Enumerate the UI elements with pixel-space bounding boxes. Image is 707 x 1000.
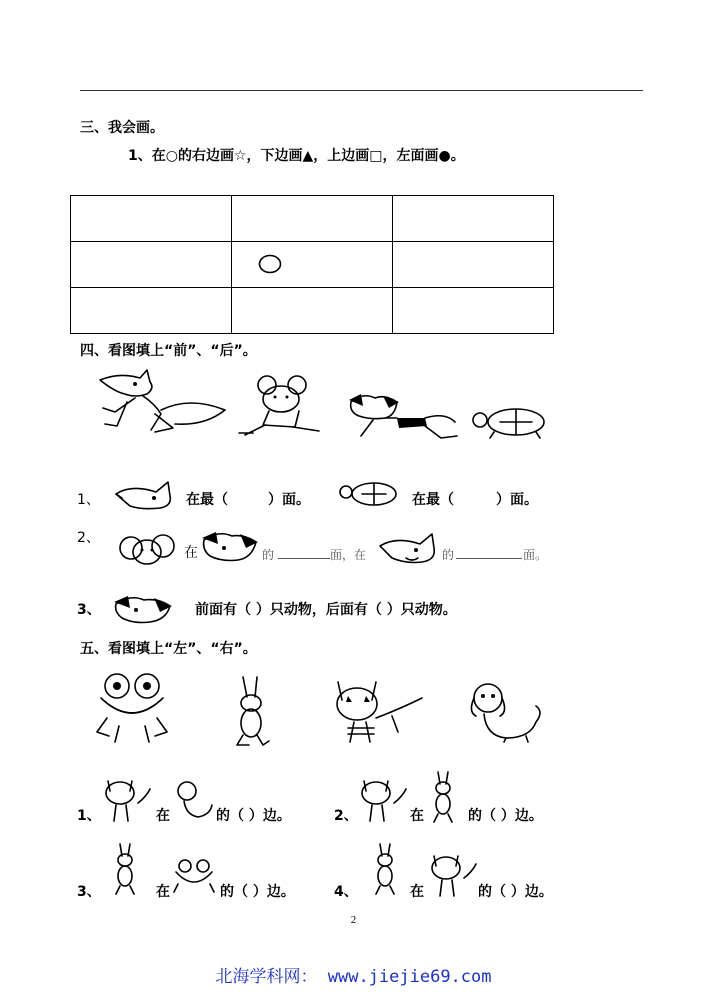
- section5-q4-num: 4、: [334, 884, 358, 900]
- section5-q4-a: 在: [410, 884, 424, 900]
- blank-line[interactable]: [456, 544, 522, 559]
- mouse-icon: [235, 373, 345, 441]
- grid-cell[interactable]: [393, 288, 554, 334]
- footer-watermark[interactable]: 北海学科网： www.jiejie69.com: [215, 967, 492, 987]
- section4-q1-d: ）面。: [496, 492, 538, 508]
- frog-icon: [172, 858, 216, 894]
- mouse-icon: [115, 530, 181, 568]
- cat-icon: [332, 678, 428, 744]
- circle-icon: [258, 254, 282, 274]
- grid-cell[interactable]: [232, 288, 393, 334]
- section5-q1-a: 在: [156, 808, 170, 824]
- section4-q3-text: 前面有（ ）只动物，后面有（ ）只动物。: [195, 602, 457, 618]
- section5-q1-b: 的（ ）边。: [216, 808, 291, 824]
- section4-q1-c: 在最（: [412, 492, 454, 508]
- section4-q1-b: ）面。: [268, 492, 310, 508]
- section4-q2-d: 的: [442, 548, 455, 562]
- rabbit-icon: [370, 842, 400, 896]
- puppy-icon: [466, 682, 546, 742]
- section4-heading: 四、看图填上“前”、“后”。: [80, 343, 257, 359]
- section4-q2-b: 的: [262, 548, 275, 562]
- section4-q2-c: 面，在: [330, 548, 367, 562]
- rabbit-icon: [229, 675, 275, 747]
- section3-q1: 1、在○的右边画☆，下边画▲，上边画□，左面画●。: [128, 148, 465, 164]
- fox-icon: [376, 530, 442, 568]
- grid-cell[interactable]: [71, 242, 232, 288]
- blank-line[interactable]: [278, 544, 330, 559]
- cat-icon: [428, 852, 478, 898]
- section4-q1-num: 1、: [77, 492, 100, 508]
- dog-icon: [345, 392, 465, 442]
- section4-q2-a: 在: [184, 545, 198, 561]
- drawing-grid: [70, 195, 554, 334]
- cat-icon: [358, 777, 408, 823]
- rabbit-icon: [110, 842, 140, 896]
- section5-q3-a: 在: [156, 884, 170, 900]
- rabbit-icon: [428, 770, 458, 824]
- section5-q3-num: 3、: [77, 884, 101, 900]
- puppy-icon: [174, 781, 216, 821]
- grid-cell-center[interactable]: [232, 242, 393, 288]
- section4-q1-a: 在最（: [186, 492, 228, 508]
- dog-icon: [198, 528, 262, 570]
- dog-icon: [110, 590, 180, 626]
- section5-q1-num: 1、: [77, 808, 101, 824]
- section5-q4-b: 的（ ）边。: [478, 884, 553, 900]
- section4-q2-num: 2、: [77, 530, 100, 546]
- fox-icon: [112, 478, 182, 512]
- top-rule: [80, 90, 643, 91]
- cat-icon: [102, 777, 152, 823]
- frog-icon: [93, 672, 171, 744]
- grid-cell[interactable]: [71, 196, 232, 242]
- section5-q2-a: 在: [410, 808, 424, 824]
- page-number: 2: [350, 914, 357, 926]
- section4-q2-e: 面。: [523, 548, 548, 562]
- section5-heading: 五、看图填上“左”、“右”。: [80, 641, 257, 657]
- grid-cell[interactable]: [71, 288, 232, 334]
- grid-cell[interactable]: [393, 242, 554, 288]
- turtle-icon: [338, 480, 402, 510]
- section5-q2-b: 的（ ）边。: [468, 808, 543, 824]
- turtle-icon: [470, 406, 550, 440]
- section4-q3-num: 3、: [77, 602, 101, 618]
- fox-icon: [95, 368, 235, 440]
- section5-q2-num: 2、: [334, 808, 358, 824]
- section5-q3-b: 的（ ）边。: [220, 884, 295, 900]
- section3-heading: 三、我会画。: [80, 120, 164, 136]
- grid-cell[interactable]: [393, 196, 554, 242]
- grid-cell[interactable]: [232, 196, 393, 242]
